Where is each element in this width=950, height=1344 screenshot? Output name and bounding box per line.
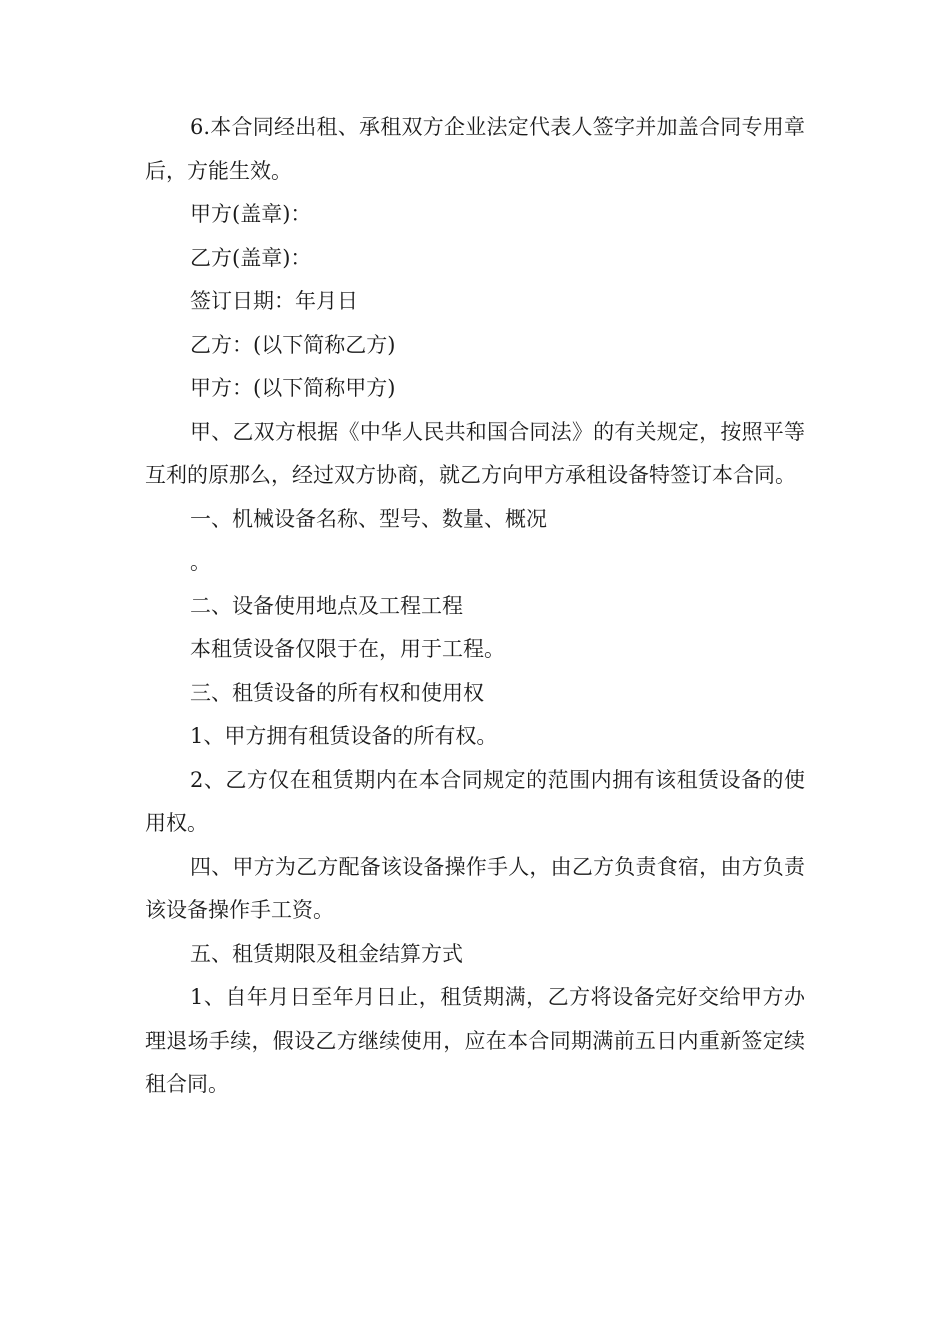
section-heading-3: 三、租赁设备的所有权和使用权 <box>190 680 484 705</box>
section-5-item-1: 1、自年月日至年月日止，租赁期满，乙方将设备完好交给甲方办理退场手续，假设乙方继续使用，应在本合同期满前五日内重新签定续租合同。 <box>145 985 805 1096</box>
signing-date: 签订日期：年月日 <box>190 289 358 313</box>
section-3-item-1: 1、甲方拥有租赁设备的所有权。 <box>190 724 498 748</box>
party-a-name: 甲方：(以下简称甲方) <box>190 376 396 400</box>
party-b-seal: 乙方(盖章)： <box>190 245 312 270</box>
section-4: 四、甲方为乙方配备该设备操作手人，由乙方负责食宿，由方负责该设备操作手工资。 <box>145 854 805 922</box>
party-a-seal: 甲方(盖章)： <box>190 202 312 226</box>
section-heading-1: 一、机械设备名称、型号、数量、概况 <box>190 506 547 531</box>
document-body <box>145 106 805 1107</box>
section-2-content: 本租赁设备仅限于在，用于工程。 <box>190 637 505 661</box>
section-1-content: 。 <box>190 550 211 574</box>
section-heading-2: 二、设备使用地点及工程工程 <box>190 593 463 618</box>
party-b-name: 乙方：(以下简称乙方) <box>190 332 396 357</box>
section-3-item-2: 2、乙方仅在租赁期内在本合同规定的范围内拥有该租赁设备的使用权。 <box>145 767 805 835</box>
contract-preamble: 甲、乙双方根据《中华人民共和国合同法》的有关规定，按照平等互利的原那么，经过双方协商，就乙方向甲方承租设备特签订本合同。 <box>145 419 805 487</box>
clause-effectiveness: 6.本合同经出租、承租双方企业法定代表人签字并加盖合同专用章后，方能生效。 <box>145 115 805 183</box>
section-heading-5: 五、租赁期限及租金结算方式 <box>190 941 463 966</box>
